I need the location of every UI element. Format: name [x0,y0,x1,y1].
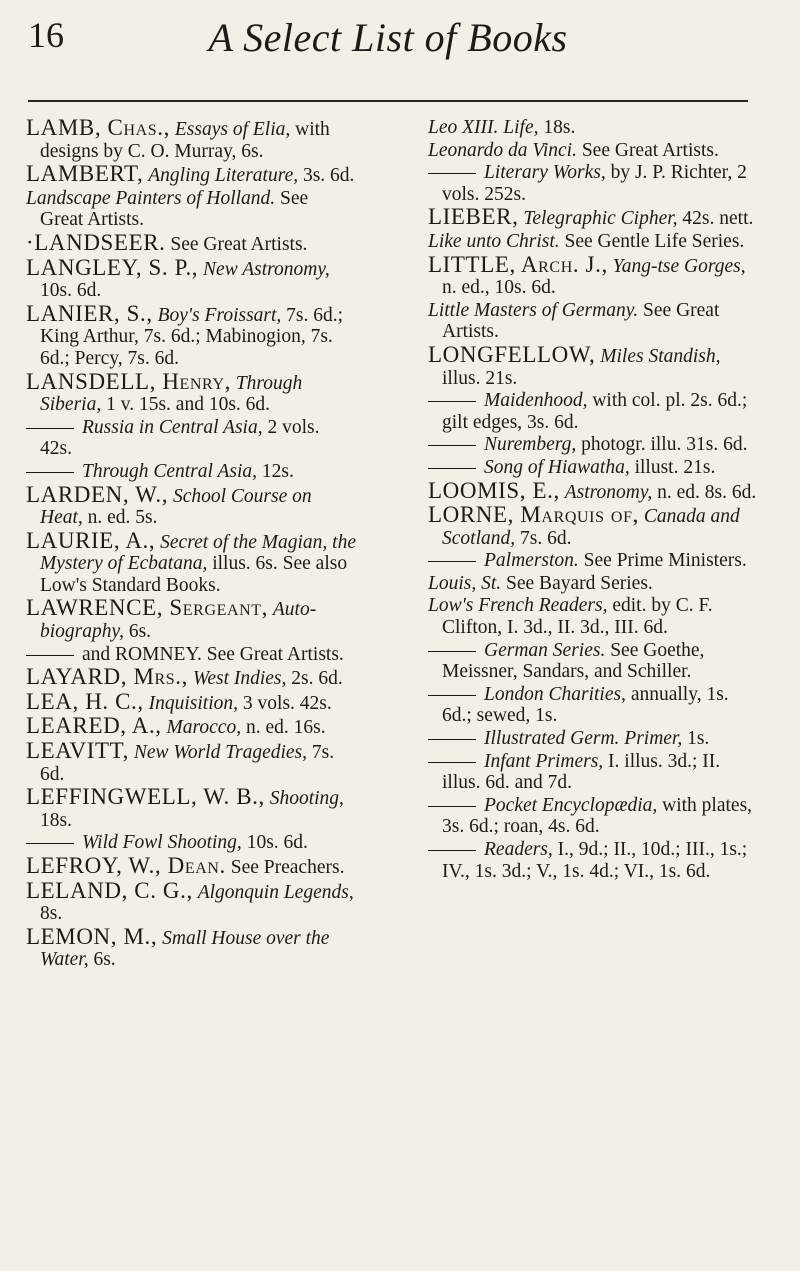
entry-author: LEAVITT, [26,738,129,764]
catalogue-entry [26,300,356,370]
entry-title: Nuremberg, [484,434,577,456]
entry-detail: edit. by C. F. Clifton, I. 3d., II. 3d., III. 6d. [442,595,713,639]
ditto-dash [428,762,476,763]
ditto-dash [428,173,476,174]
ditto-dash [428,468,476,469]
ditto-dash [428,445,476,446]
catalogue-entry [26,481,356,529]
entry-title: Leonardo da Vinci. [428,139,577,161]
entry-detail: 10s. 6d. [40,280,102,302]
entry-title: Illustrated Germ. Primer, [484,728,683,750]
catalogue-entry [428,550,758,572]
entry-title: Miles Standish, [600,345,721,367]
ditto-dash [26,428,74,429]
entry-title: Readers, [484,839,553,860]
ditto-dash [428,850,476,851]
entry-title: Autobiography, [40,599,317,643]
entry-author: LAYARD, Mrs., [26,664,188,690]
entry-title: Literary Works, [484,162,606,184]
entry-detail: 12s. [261,460,294,482]
entry-author: LONGFELLOW, [428,341,596,367]
entry-title: New World Tragedies, [133,742,308,764]
entry-title: Louis, St. [428,572,502,594]
entry-detail: annually, 1s. 6d.; sewed, 1s. [442,683,729,727]
catalogue-entry [26,417,356,460]
ditto-dash [428,651,476,652]
entry-author: LEFFINGWELL, W. B., [26,784,265,810]
entry-detail: and ROMNEY. See Great Artists. [82,643,344,665]
entry-title: Algonquin Legends, [197,881,354,903]
entry-title: New Astronomy, [203,258,330,280]
entry-detail: 10s. 6d. [246,832,308,854]
catalogue-entry [428,341,758,389]
running-title: A Select List of Books [208,15,568,60]
entry-detail: See Goethe, Meissner, Sandars, and Schiller. [442,639,705,683]
catalogue-entry [26,832,356,854]
entry-author: LORNE, Marquis of, [428,502,639,528]
catalogue-entry [26,188,356,231]
catalogue-entry [26,786,356,831]
page-header [28,14,748,74]
entry-author: LOOMIS, E., [428,477,560,503]
entry-title: German Series. [484,639,606,661]
entry-detail: 42s. nett. [682,208,754,230]
entry-author: LAMBERT, [26,161,144,187]
entry-detail: n. ed. 5s. [87,507,158,529]
entry-title: Through Siberia, [40,372,303,416]
catalogue-entry [26,877,356,925]
entry-detail: 7s. 6d. [40,742,335,785]
entry-author: LANGLEY, S. P., [26,254,199,280]
catalogue-entry [26,254,356,302]
entry-author: LIEBER, [428,204,519,230]
entry-detail: 3 vols. 42s. [242,692,332,714]
entry-title: West Indies, [192,668,287,690]
entry-author: LANIER, S., [26,300,153,326]
entry-title: Landscape Painters of Holland. [26,187,276,209]
catalogue-entry [428,684,758,727]
entry-title: Angling Literature, [148,165,299,187]
entry-detail: 18s. [543,117,576,138]
entry-author: LEARED, A., [26,713,162,739]
right-column [428,117,758,883]
entry-title: Leo XIII. Life, [428,117,539,138]
catalogue-entry [26,117,356,162]
catalogue-entry [26,229,356,256]
entry-detail: See Gentle Life Series. [564,230,745,252]
catalogue-entry [26,527,356,597]
entry-detail: n. ed. 8s. 6d. [657,481,757,503]
ditto-dash [428,561,476,562]
entry-author: LEA, H. C., [26,688,144,714]
entry-title: Shooting, [269,788,344,810]
ditto-dash [428,806,476,807]
catalogue-entry [26,855,356,879]
entry-detail: See Bayard Series. [506,572,653,594]
entry-author: LAMB, Chas., [26,115,170,140]
entry-detail: with designs by C. O. Murray, 6s. [40,119,330,162]
left-column [26,117,356,972]
catalogue-entry [26,461,356,483]
entry-author: LELAND, C. G., [26,877,193,903]
entry-detail: 2 vols. 42s. [40,416,320,460]
entry-title: Infant Primers, [484,750,604,772]
entry-detail: with plates, 3s. 6d.; roan, 4s. 6d. [442,794,753,838]
entry-detail: n. ed., 10s. 6d. [442,277,556,299]
entry-title: Yang-tse Gorges, [612,255,746,277]
entry-detail: 1 v. 15s. and 10s. 6d. [106,394,271,416]
catalogue-entry [428,728,758,750]
catalogue-entry [428,231,758,253]
entry-title: Marocco, [166,717,242,739]
entry-author: ·LANDSEER. [26,229,166,255]
entry-detail: 7s. 6d.; King Arthur, 7s. 6d.; Mabinogion, 7s. 6d.; Percy, 7s. 6d. [40,304,344,369]
catalogue-entry [428,434,758,456]
catalogue-entry [428,795,758,838]
entry-detail: See Great Artists. [170,233,308,255]
entry-title: Secret of the Magian, the Mystery of Ecbatana, [40,531,356,575]
catalogue-entry [26,644,356,666]
entry-title: Small House over the Water, [40,927,330,971]
catalogue-entry [428,504,758,549]
ditto-dash [26,655,74,656]
catalogue-entry [26,597,356,642]
entry-detail: 6s. [128,621,152,643]
catalogue-entry [428,117,758,139]
entry-detail: 6s. [93,949,116,971]
entry-detail: illus. 21s. [442,367,518,389]
entry-detail: illust. 21s. [634,456,716,478]
entry-title: Boy's Froissart, [157,304,282,326]
entry-author: LANSDELL, Henry, [26,368,231,394]
catalogue-entry [428,477,758,504]
ditto-dash [428,739,476,740]
entry-detail: 3s. 6d. [302,165,355,187]
catalogue-entry [26,163,356,187]
catalogue-entry [428,839,758,882]
catalogue-entry [428,595,758,638]
entry-detail: illus. 6s. See also Low's Standard Books. [40,553,348,596]
entry-detail: 1s. [687,728,710,750]
entry-detail: I. illus. 3d.; II. illus. 6d. and 7d. [442,750,721,794]
entry-title: Russia in Central Asia, [82,416,263,438]
entry-title: Like unto Christ. [428,230,560,252]
entry-title: Low's French Readers, [428,595,608,617]
catalogue-entry [428,573,758,595]
entry-author: LEMON, M., [26,923,158,949]
entry-detail: See Great Artists. [40,187,309,231]
ditto-dash [428,401,476,402]
catalogue-entry [428,640,758,683]
entry-detail: 8s. [40,903,63,925]
entry-detail: 18s. [40,809,72,831]
catalogue-entry [428,751,758,794]
entry-detail: I., 9d.; II., 10d.; III., 1s.; IV., 1s. 3d.; V., 1s. 4d.; VI., 1s. 6d. [442,839,748,882]
catalogue-entry [428,457,758,479]
entry-detail: See Prime Ministers. [583,550,747,572]
entry-title: Wild Fowl Shooting, [82,832,242,854]
catalogue-entry [428,390,758,433]
catalogue-entry [428,206,758,230]
entry-title: Canada and Scotland, [442,506,740,549]
entry-author: LARDEN, W., [26,481,169,507]
entry-detail: See Great Artists. [581,139,719,161]
header-rule [28,100,748,102]
catalogue-entry [26,368,356,416]
entry-detail: by J. P. Richter, 2 vols. 252s. [442,162,747,205]
catalogue-entry [26,688,356,715]
ditto-dash [26,472,74,473]
entry-author: LAURIE, A., [26,527,156,553]
entry-title: London Charities, [484,683,626,705]
entry-detail: See Preachers. [230,857,345,878]
catalogue-entry [26,715,356,739]
entry-title: Telegraphic Cipher, [523,208,678,230]
entry-title: Pocket Encyclopædia, [484,794,658,816]
entry-author: LEFROY, W., Dean. [26,853,226,878]
entry-title: Through Central Asia, [82,460,257,482]
catalogue-entry [26,666,356,690]
entry-detail: with col. pl. 2s. 6d.; gilt edges, 3s. 6d. [442,390,748,433]
entry-title: Astronomy, [564,481,653,503]
entry-title: Palmerston. [484,550,579,572]
ditto-dash [428,695,476,696]
catalogue-entry [428,251,758,299]
catalogue-entry [428,140,758,162]
entry-detail: n. ed. 16s. [245,717,326,739]
entry-author: LAWRENCE, Sergeant, [26,595,269,621]
entry-title: Song of Hiawatha, [484,456,630,478]
entry-title: Inquisition, [148,692,239,714]
ditto-dash [26,843,74,844]
entry-title: Essays of Elia, [174,119,291,140]
entry-detail: See Great Artists. [442,299,720,343]
entry-title: Little Masters of Germany. [428,299,639,321]
catalogue-entry [428,300,758,343]
entry-detail: 2s. 6d. [291,668,343,690]
entry-detail: photogr. illu. 31s. 6d. [581,434,748,456]
catalogue-entry [26,740,356,785]
catalogue-entry [26,923,356,971]
entry-title: School Course on Heat, [40,485,312,529]
entry-title: Maidenhood, [484,390,588,412]
page-number: 16 [28,15,64,55]
entry-author: LITTLE, Arch. J., [428,251,608,277]
entry-detail: 7s. 6d. [520,527,572,549]
catalogue-entry [428,162,758,205]
